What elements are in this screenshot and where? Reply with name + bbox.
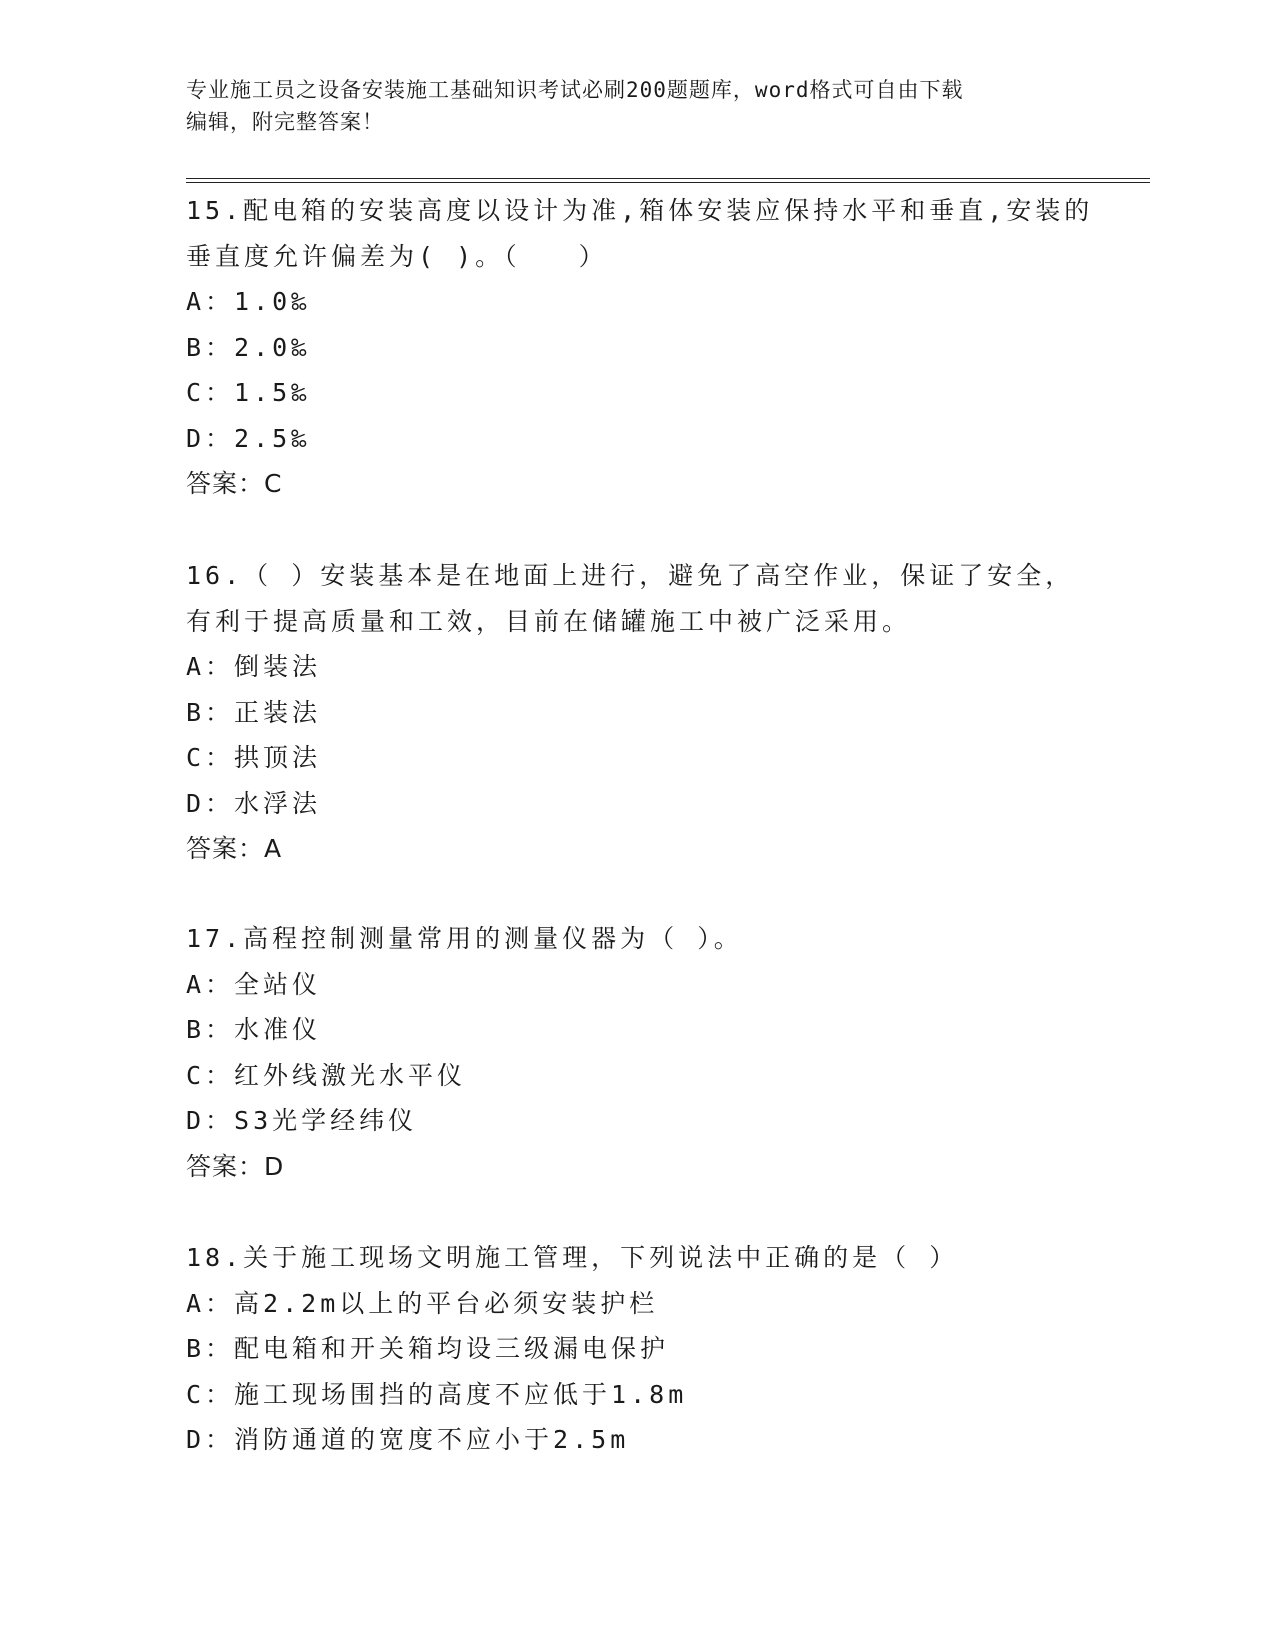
question-17 <box>186 916 1086 1189</box>
option-a: A：倒装法 <box>186 652 322 681</box>
option-a: A：高2.2m以上的平台必须安装护栏 <box>186 1288 659 1318</box>
option-b: B：水准仪 <box>186 1015 322 1044</box>
question-stem-line: 15.配电箱的安装高度以设计为准,箱体安装应保持水平和垂直,安装的 <box>186 196 1094 225</box>
option-b: B：正装法 <box>186 697 322 727</box>
option-c: C：施工现场围挡的高度不应低于1.8m <box>186 1379 688 1409</box>
option-c: C：1.5‰ <box>186 378 311 407</box>
option-a: A：全站仪 <box>186 969 322 999</box>
option-c: C：拱顶法 <box>186 743 322 772</box>
answer-line: 答案：C <box>186 469 283 498</box>
question-16 <box>186 553 1086 872</box>
question-stem-line: 17.高程控制测量常用的测量仪器为（ ）。 <box>186 924 743 953</box>
question-stem-line: 有利于提高质量和工效，目前在储罐施工中被广泛采用。 <box>186 606 912 636</box>
answer-line: 答案：D <box>186 1151 285 1181</box>
option-d: D：S3光学经纬仪 <box>186 1106 418 1135</box>
question-18 <box>186 1235 1086 1463</box>
question-15 <box>186 188 1094 507</box>
option-b: B：配电箱和开关箱均设三级漏电保护 <box>186 1334 670 1363</box>
question-stem-line: 18.关于施工现场文明施工管理，下列说法中正确的是（ ） <box>186 1243 959 1272</box>
option-d: D：消防通道的宽度不应小于2.5m <box>186 1425 630 1454</box>
option-b: B：2.0‰ <box>186 332 311 362</box>
header-line-1: 专业施工员之设备安装施工基础知识考试必刷200题题库，word格式可自由下载 <box>186 78 964 102</box>
header-divider-bottom <box>186 182 1150 183</box>
answer-line: 答案：A <box>186 834 283 863</box>
option-d: D：水浮法 <box>186 788 322 818</box>
header-divider-top <box>186 178 1150 179</box>
option-d: D：2.5‰ <box>186 423 311 453</box>
question-stem-line: 垂直度允许偏差为( )。（ ） <box>186 241 608 271</box>
header-line-2: 编辑，附完整答案！ <box>186 110 384 134</box>
option-a: A：1.0‰ <box>186 287 311 316</box>
option-c: C：红外线激光水平仪 <box>186 1060 467 1090</box>
question-stem-line: 16.（ ）安装基本是在地面上进行，避免了高空作业，保证了安全， <box>186 561 1075 590</box>
document-header <box>186 74 1086 138</box>
